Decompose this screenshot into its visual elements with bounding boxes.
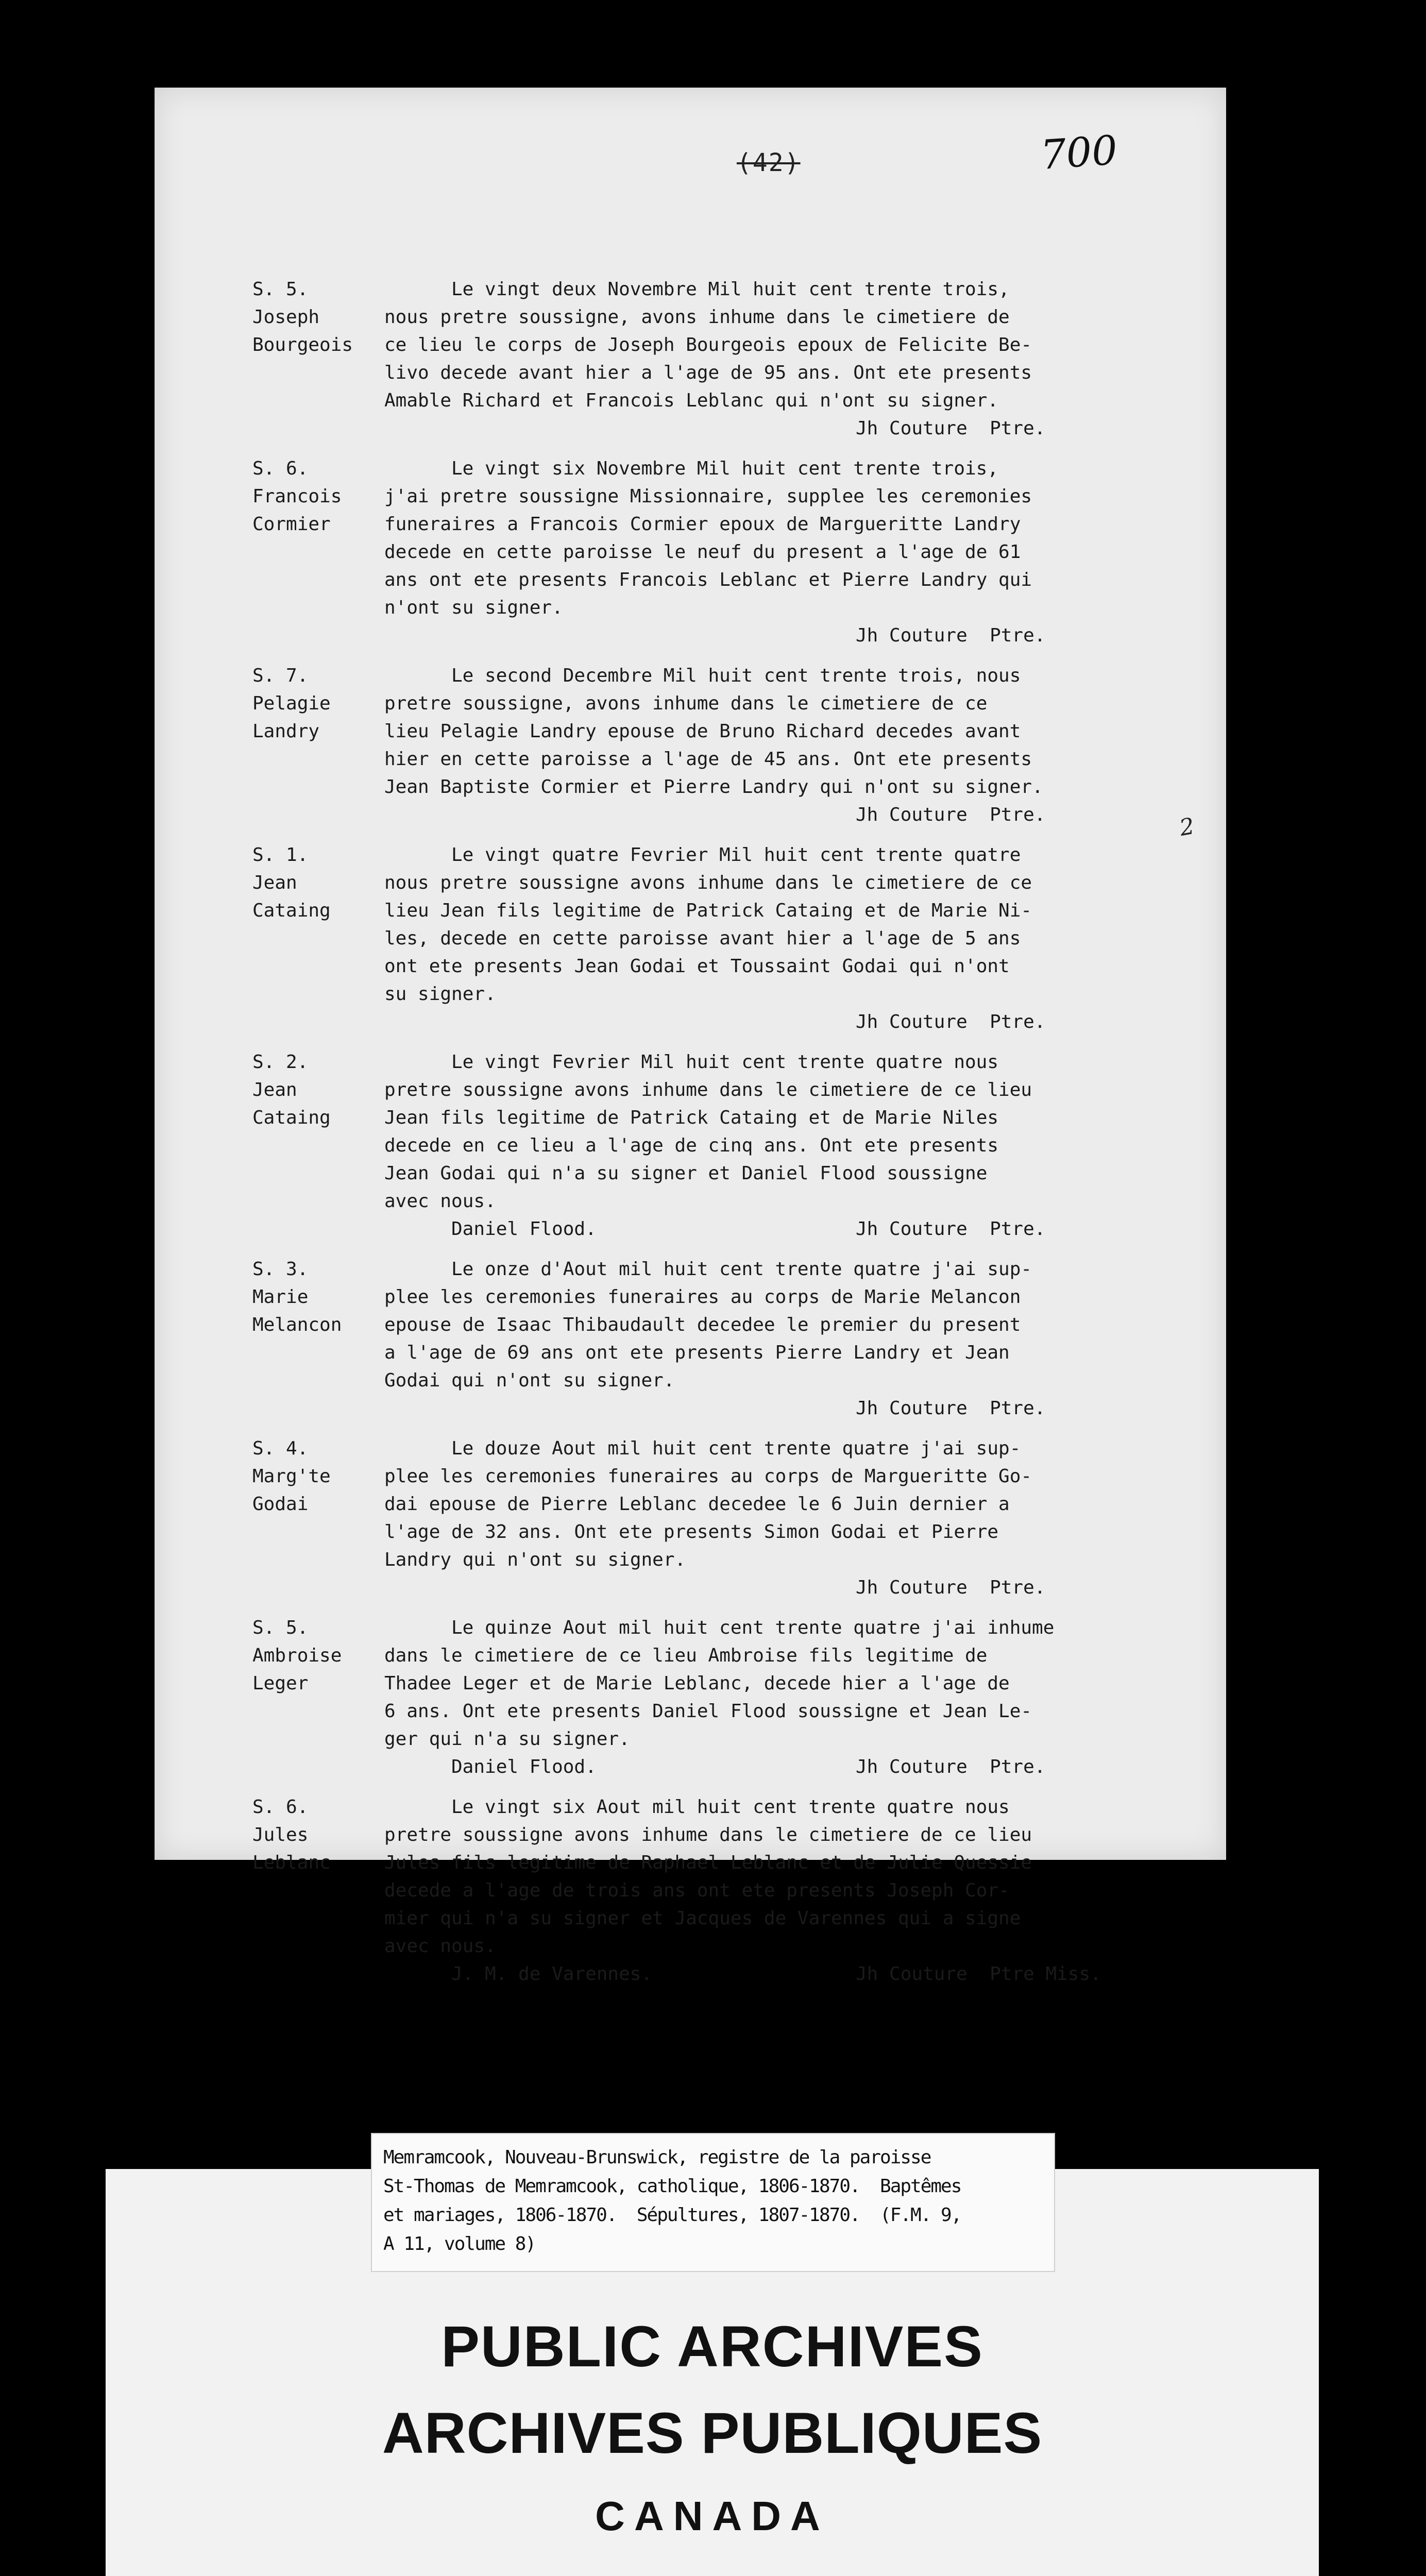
handwritten-page-number: 700 (1039, 127, 1119, 179)
signature-line (384, 1574, 1209, 1602)
entry-line: Le second Decembre Mil huit cent trente trois, nous (451, 665, 1021, 686)
entry-margin-label: S. 1. Jean Cataing (252, 844, 331, 921)
entry-line: Le douze Aout mil huit cent trente quatre j'ai sup- (451, 1438, 1021, 1459)
entry-line: plee les ceremonies funeraires au corps de Margueritte Go- (384, 1466, 1032, 1487)
priest-signature: Jh Couture Ptre. (856, 804, 1046, 825)
entry-line: pretre soussigne, avons inhume dans le cimetiere de ce (384, 693, 988, 714)
entry-line: Jean fils legitime de Patrick Cataing et de Marie Niles (384, 1107, 999, 1128)
archives-card (106, 2147, 1319, 2576)
signature-line (384, 1753, 1209, 1781)
entry-margin-label: S. 3. Marie Melancon (252, 1259, 342, 1335)
register-page (155, 88, 1226, 1985)
burial-entry (252, 1793, 1206, 1988)
priest-signature: Jh Couture Ptre. (856, 1011, 1046, 1032)
entry-line: Landry qui n'ont su signer. (384, 1549, 686, 1570)
priest-signature: Jh Couture Ptre Miss. (856, 1963, 1101, 1985)
entry-line: nous pretre soussigne, avons inhume dans le cimetiere de (384, 307, 1010, 328)
entry-line: n'ont su signer. (384, 597, 563, 618)
witness-signature: Daniel Flood. (451, 1756, 597, 1777)
entry-line: ans ont ete presents Francois Leblanc et Pierre Landry qui (384, 569, 1032, 590)
entry-text (384, 1048, 1209, 1243)
entry-margin-label: S. 6. Francois Cormier (252, 458, 342, 535)
signature-line (384, 801, 1209, 829)
entry-line: hier en cette paroisse a l'age de 45 ans. Ont ete presents (384, 749, 1032, 770)
entry-line: Le quinze Aout mil huit cent trente quatre j'ai inhume (451, 1617, 1055, 1638)
entry-line: Jean Godai qui n'a su signer et Daniel Flood soussigne (384, 1163, 988, 1184)
burial-entry (252, 841, 1206, 1036)
crossed-out-page-number: (42) (737, 148, 801, 177)
entry-line: su signer. (384, 984, 496, 1005)
entry-line: Amable Richard et Francois Leblanc qui n'ont su signer. (384, 390, 999, 411)
entry-line: ce lieu le corps de Joseph Bourgeois epoux de Felicite Be- (384, 334, 1032, 355)
burial-entry (252, 455, 1206, 650)
priest-signature: Jh Couture Ptre. (856, 1756, 1046, 1777)
entry-line: Jules fils legitime de Raphael Leblanc et de Julie Quessie (384, 1852, 1032, 1873)
entry-line: dans le cimetiere de ce lieu Ambroise fils legitime de (384, 1645, 988, 1666)
burial-entry (252, 276, 1206, 443)
burial-entry (252, 1614, 1206, 1781)
entry-line: 6 ans. Ont ete presents Daniel Flood soussigne et Jean Le- (384, 1701, 1032, 1722)
entry-text (384, 662, 1209, 829)
entry-line: avec nous. (384, 1936, 496, 1957)
entry-line: dai epouse de Pierre Leblanc decedee le 6 Juin dernier a (384, 1494, 1010, 1515)
entry-margin-label: S. 6. Jules Leblanc (252, 1797, 331, 1873)
burial-entry (252, 662, 1206, 829)
entry-line: mier qui n'a su signer et Jacques de Varennes qui a signe (384, 1908, 1021, 1929)
priest-signature: Jh Couture Ptre. (856, 1577, 1046, 1598)
burial-entry (252, 1256, 1206, 1422)
entry-line: Le vingt deux Novembre Mil huit cent trente trois, (451, 279, 1010, 300)
signature-line (384, 622, 1209, 650)
entry-line: decede en cette paroisse le neuf du present a l'age de 61 (384, 541, 1021, 563)
entry-margin-label: S. 4. Marg'te Godai (252, 1438, 331, 1515)
entry-line: lieu Jean fils legitime de Patrick Cataing et de Marie Ni- (384, 900, 1032, 921)
entry-line: j'ai pretre soussigne Missionnaire, supplee les ceremonies (384, 486, 1032, 507)
entry-margin-label: S. 2. Jean Cataing (252, 1052, 331, 1128)
entry-text (384, 1793, 1209, 1988)
entry-line: Le vingt six Novembre Mil huit cent trente trois, (451, 458, 999, 479)
catalogue-slip-line: St-Thomas de Memramcook, catholique, 1806-1870. Baptêmes (383, 2176, 961, 2197)
entry-text (384, 455, 1209, 650)
priest-signature: Jh Couture Ptre. (856, 418, 1046, 439)
handwritten-margin-mark: 2 (1177, 812, 1197, 842)
entry-line: livo decede avant hier a l'age de 95 ans. Ont ete presents (384, 362, 1032, 383)
catalogue-slip-line: A 11, volume 8) (383, 2233, 536, 2255)
entry-line: Jean Baptiste Cormier et Pierre Landry qui n'ont su signer. (384, 776, 1043, 798)
entry-line: nous pretre soussigne avons inhume dans le cimetiere de ce (384, 872, 1032, 893)
signature-line (384, 1395, 1209, 1422)
entry-line: Thadee Leger et de Marie Leblanc, decede hier a l'age de (384, 1673, 1010, 1694)
entry-line: Le vingt quatre Fevrier Mil huit cent trente quatre (451, 844, 1021, 866)
entry-text (384, 276, 1209, 443)
entry-line: ont ete presents Jean Godai et Toussaint Godai qui n'ont (384, 956, 1010, 977)
entry-margin-label: S. 5. Joseph Bourgeois (252, 279, 353, 355)
signature-line (384, 415, 1209, 443)
entry-line: avec nous. (384, 1191, 496, 1212)
entry-line: pretre soussigne avons inhume dans le cimetiere de ce lieu (384, 1079, 1032, 1100)
signature-line (384, 1215, 1209, 1243)
entry-line: epouse de Isaac Thibaudault decedee le premier du present (384, 1314, 1021, 1335)
catalogue-slip-line: et mariages, 1806-1870. Sépultures, 1807-1870. (F.M. 9, (383, 2205, 961, 2226)
entry-margin-label: S. 5. Ambroise Leger (252, 1617, 342, 1694)
entry-line: decede a l'age de trois ans ont ete presents Joseph Cor- (384, 1880, 1010, 1901)
priest-signature: Jh Couture Ptre. (856, 1218, 1046, 1240)
entry-text (384, 841, 1209, 1036)
signature-line (384, 1008, 1209, 1036)
entry-line: lieu Pelagie Landry epouse de Bruno Richard decedes avant (384, 721, 1021, 742)
catalogue-slip (371, 2133, 1055, 2272)
entry-text (384, 1256, 1209, 1422)
entry-line: a l'age de 69 ans ont ete presents Pierre Landry et Jean (384, 1342, 1010, 1363)
entry-line: Le vingt Fevrier Mil huit cent trente quatre nous (451, 1052, 999, 1073)
archives-country: CANADA (595, 2493, 829, 2539)
signature-line (384, 1960, 1209, 1988)
entry-text (384, 1435, 1209, 1602)
entry-line: Le onze d'Aout mil huit cent trente quatre j'ai sup- (451, 1259, 1032, 1280)
archives-title-english: PUBLIC ARCHIVES (441, 2314, 983, 2379)
witness-signature: Daniel Flood. (451, 1218, 597, 1240)
entry-line: les, decede en cette paroisse avant hier a l'age de 5 ans (384, 928, 1021, 949)
entry-line: ger qui n'a su signer. (384, 1728, 630, 1750)
entry-line: decede en ce lieu a l'age de cinq ans. Ont ete presents (384, 1135, 999, 1156)
priest-signature: Jh Couture Ptre. (856, 1398, 1046, 1419)
entry-margin-label: S. 7. Pelagie Landry (252, 665, 331, 742)
archives-title-french: ARCHIVES PUBLIQUES (382, 2401, 1043, 2465)
burial-entry (252, 1048, 1206, 1243)
entry-line: plee les ceremonies funeraires au corps de Marie Melancon (384, 1286, 1021, 1308)
catalogue-slip-line: Memramcook, Nouveau-Brunswick, registre de la paroisse (383, 2147, 931, 2168)
witness-signature: J. M. de Varennes. (451, 1963, 653, 1985)
entry-text (384, 1614, 1209, 1781)
entry-line: Godai qui n'ont su signer. (384, 1370, 675, 1391)
entry-line: Le vingt six Aout mil huit cent trente quatre nous (451, 1797, 1010, 1818)
entry-line: pretre soussigne avons inhume dans le cimetiere de ce lieu (384, 1824, 1032, 1845)
burial-entries-list (252, 276, 1206, 2001)
entry-line: funeraires a Francois Cormier epoux de Margueritte Landry (384, 514, 1021, 535)
entry-line: l'age de 32 ans. Ont ete presents Simon Godai et Pierre (384, 1521, 999, 1543)
burial-entry (252, 1435, 1206, 1602)
priest-signature: Jh Couture Ptre. (856, 625, 1046, 646)
